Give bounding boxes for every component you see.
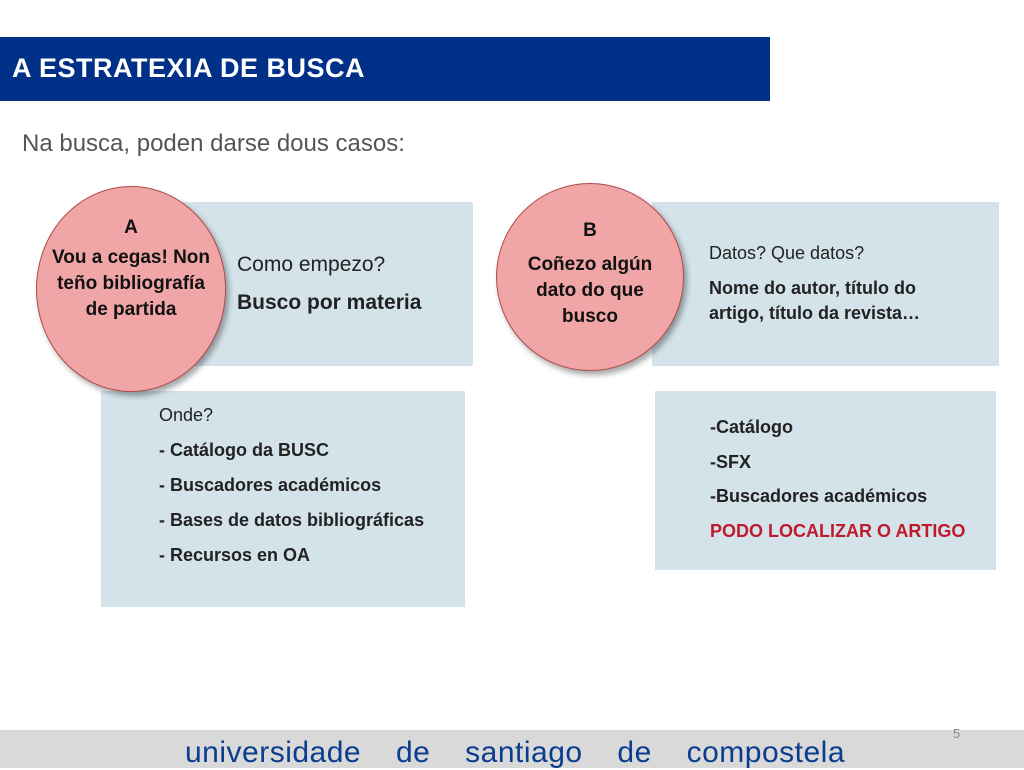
case-a-letter: A (124, 217, 138, 238)
case-b-items-box (655, 391, 996, 570)
case-a-circle-text: Vou a cegas! Non teño bibliografía de partida (51, 247, 210, 320)
case-a-question: Como empezo? (237, 253, 386, 276)
intro-text: Na busca, poden darse dous casos: (22, 130, 405, 157)
case-a-where-item: - Catálogo da BUSC (159, 440, 330, 460)
case-b-answer-line1: Nome do autor, título do (709, 278, 916, 298)
case-b-result: PODO LOCALIZAR O ARTIGO (710, 521, 966, 541)
page-title: A ESTRATEXIA DE BUSCA (12, 53, 366, 83)
title-bar (0, 37, 770, 101)
case-b-letter: B (583, 220, 597, 241)
case-a-circle (36, 186, 226, 392)
case-a-where-label: Onde? (159, 405, 214, 425)
case-b-circle (496, 183, 684, 371)
case-b-question: Datos? Que datos? (709, 243, 865, 263)
case-a-where-item: - Bases de datos bibliográficas (159, 510, 425, 530)
university-name: universidade de santiago de compostela (185, 736, 846, 769)
case-b-item: -SFX (710, 452, 752, 472)
case-b-item: -Catálogo (710, 417, 793, 437)
case-a-answer: Busco por materia (237, 291, 422, 314)
case-a-where-item: - Recursos en OA (159, 545, 311, 565)
case-b-circle-text: Coñezo algún dato do que busco (527, 254, 653, 327)
page-number: 5 (953, 726, 961, 741)
case-b-answer-line2: artigo, título da revista… (709, 303, 921, 323)
case-a-where-box (101, 391, 465, 607)
case-a-where-item: - Buscadores académicos (159, 475, 382, 495)
case-b-question-box (652, 202, 999, 366)
case-b-item: -Buscadores académicos (710, 486, 928, 506)
